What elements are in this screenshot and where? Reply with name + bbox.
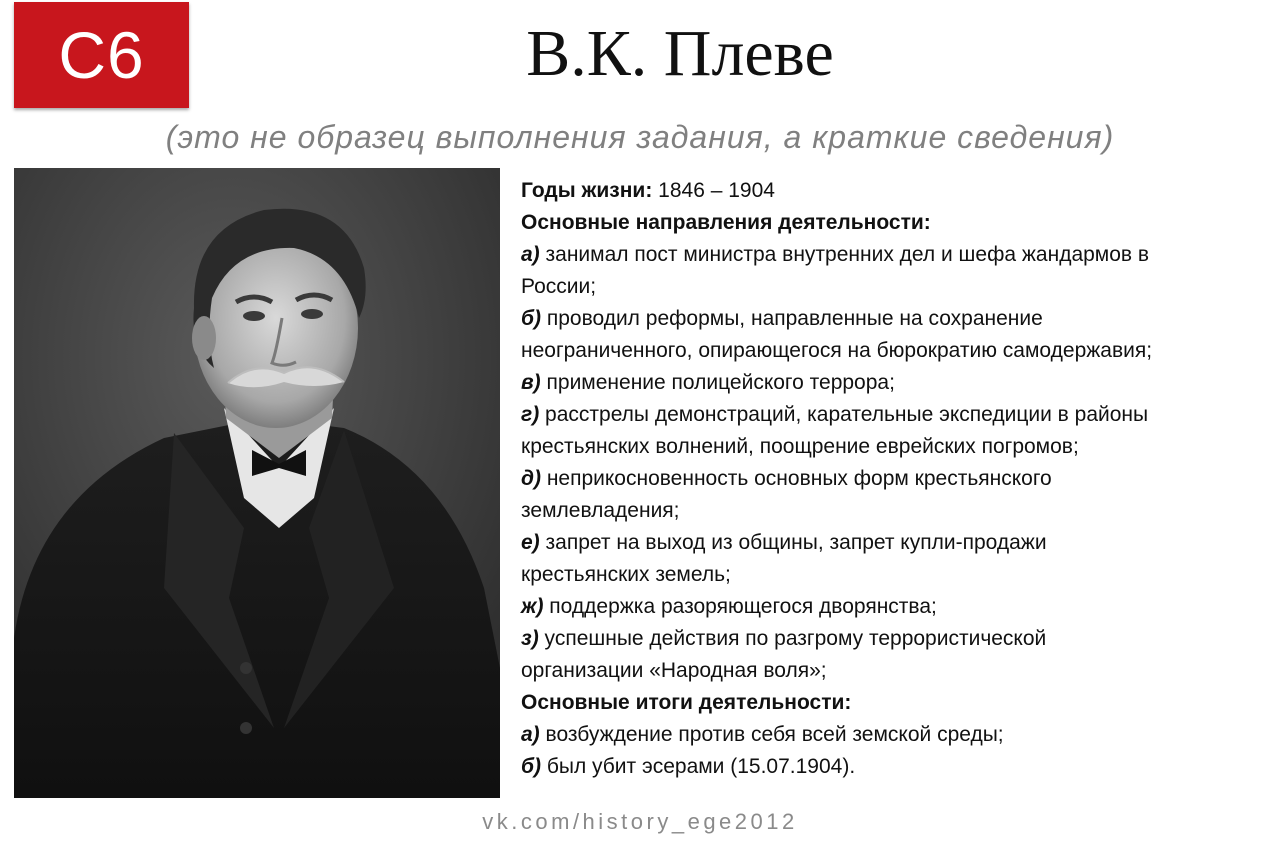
item-text: поддержка разоряющегося дворянства; (543, 595, 937, 618)
results-heading-text: Основные итоги деятельности: (521, 691, 852, 714)
item-letter: а) (521, 243, 540, 266)
item-text: применение полицейского террора; (540, 371, 895, 394)
page-subtitle: (это не образец выполнения задания, а краткие сведения) (165, 119, 1115, 155)
page-title: В.К. Плеве (526, 17, 834, 90)
results-heading (521, 687, 1271, 719)
activity-item-g (521, 399, 1271, 431)
activity-item-a (521, 239, 1271, 271)
item-text: занимал пост министра внутренних дел и шефа жандармов в (539, 243, 1150, 266)
item-text: был убит эсерами (15.07.1904). (541, 755, 856, 778)
item-letter: з) (521, 627, 539, 650)
item-text: возбуждение против себя всей земской среды; (539, 723, 1004, 746)
activity-item-zh (521, 591, 1271, 623)
activities-heading-text: Основные направления деятельности: (521, 211, 931, 234)
item-letter: в) (521, 371, 541, 394)
item-text: неприкосновенность основных форм крестьянского (540, 467, 1052, 490)
item-letter: а) (521, 723, 540, 746)
biography-text (521, 175, 1271, 783)
item-letter: б) (521, 307, 541, 330)
portrait-photo-icon (14, 168, 500, 798)
activities-heading (521, 207, 1271, 239)
activity-item-b-cont: неограниченного, опирающегося на бюрократию самодержавия; (521, 339, 1153, 362)
activity-item-e-cont: крестьянских земель; (521, 563, 731, 586)
result-item-b (521, 751, 1271, 783)
activity-item-v (521, 367, 1271, 399)
item-letter: д) (521, 467, 541, 490)
activity-item-b (521, 303, 1271, 335)
activity-item-e (521, 527, 1271, 559)
activity-item-z-cont: организации «Народная воля»; (521, 659, 827, 682)
item-letter: е) (521, 531, 540, 554)
life-years-label: Годы жизни: (521, 179, 653, 202)
item-text: проводил реформы, направленные на сохранение (541, 307, 1043, 330)
item-text: запрет на выход из общины, запрет купли-продажи (539, 531, 1047, 554)
activity-item-z (521, 623, 1271, 655)
portrait-photo (14, 168, 500, 798)
activity-item-a-cont: России; (521, 275, 597, 298)
item-text: успешные действия по разгрому террористической (538, 627, 1047, 650)
activity-item-g-cont: крестьянских волнений, поощрение еврейских погромов; (521, 435, 1079, 458)
footer-link: vk.com/history_ege2012 (482, 809, 798, 834)
item-letter: ж) (521, 595, 544, 618)
section-badge (14, 2, 189, 108)
life-years-line (521, 175, 1271, 207)
item-letter: г) (521, 403, 540, 426)
result-item-a (521, 719, 1271, 751)
activity-item-d (521, 463, 1271, 495)
item-text: расстрелы демонстраций, карательные экспедиции в районы (539, 403, 1149, 426)
item-letter: б) (521, 755, 541, 778)
life-years-value: 1846 – 1904 (652, 179, 775, 202)
activity-item-d-cont: землевладения; (521, 499, 680, 522)
section-badge-label: С6 (58, 18, 145, 92)
